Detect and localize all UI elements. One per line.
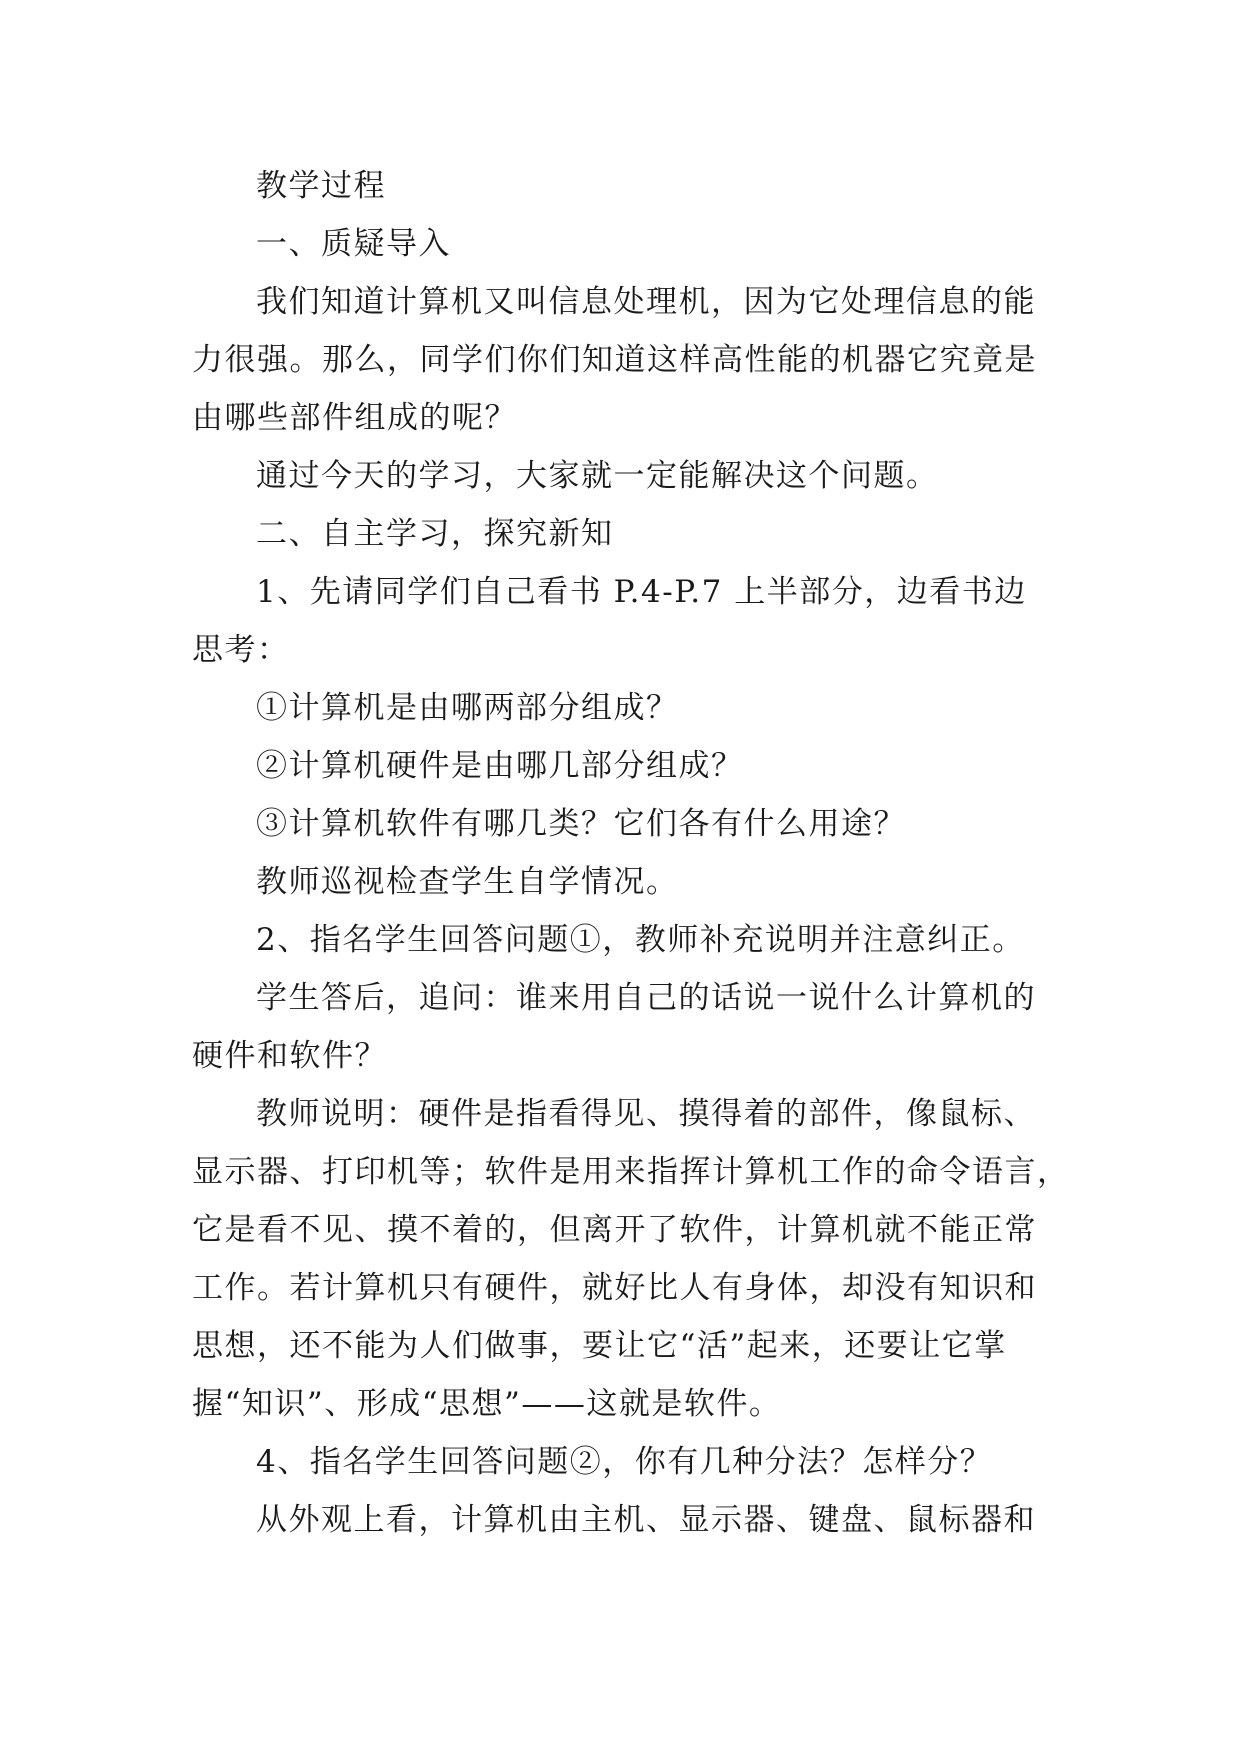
paragraph-line: 教师说明：硬件是指看得见、摸得着的部件，像鼠标、 bbox=[256, 1096, 1036, 1132]
paragraph-line: 思想，还不能为人们做事，要让它“活”起来，还要让它掌 bbox=[192, 1328, 1007, 1364]
paragraph-line: 由哪些部件组成的呢？ bbox=[192, 400, 517, 436]
paragraph-line: 通过今天的学习，大家就一定能解决这个问题。 bbox=[256, 458, 939, 494]
paragraph-line: 它是看不见、摸不着的，但离开了软件，计算机就不能正常 bbox=[192, 1212, 1037, 1248]
paragraph-line: 从外观上看，计算机由主机、显示器、键盘、鼠标器和 bbox=[256, 1502, 1036, 1538]
paragraph-line: 显示器、打印机等；软件是用来指挥计算机工作的命令语言， bbox=[192, 1154, 1070, 1190]
paragraph-line: 思考： bbox=[192, 632, 290, 668]
paragraph-line: 1、先请同学们自己看书 P.4-P.7 上半部分，边看书边 bbox=[256, 574, 1027, 610]
paragraph-line: 硬件和软件？ bbox=[192, 1038, 387, 1074]
paragraph-line: 握“知识”、形成“思想”——这就是软件。 bbox=[192, 1386, 782, 1422]
question-item: ①计算机是由哪两部分组成？ bbox=[256, 690, 679, 726]
paragraph-line: 学生答后，追问：谁来用自己的话说一说什么计算机的 bbox=[256, 980, 1036, 1016]
paragraph-line: 4、指名学生回答问题②，你有几种分法？怎样分？ bbox=[256, 1444, 993, 1480]
question-item: ②计算机硬件是由哪几部分组成？ bbox=[256, 748, 744, 784]
section-heading-intro: 一、质疑导入 bbox=[256, 226, 451, 262]
question-item: ③计算机软件有哪几类？它们各有什么用途？ bbox=[256, 806, 906, 842]
paragraph-line: 2、指名学生回答问题①，教师补充说明并注意纠正。 bbox=[256, 922, 1025, 958]
paragraph-line: 我们知道计算机又叫信息处理机，因为它处理信息的能 bbox=[256, 284, 1036, 320]
paragraph-line: 工作。若计算机只有硬件，就好比人有身体，却没有知识和 bbox=[192, 1270, 1037, 1306]
paragraph-line: 力很强。那么，同学们你们知道这样高性能的机器它究竟是 bbox=[192, 342, 1037, 378]
section-heading-teaching-process: 教学过程 bbox=[256, 168, 386, 204]
section-heading-self-study: 二、自主学习，探究新知 bbox=[256, 516, 614, 552]
paragraph-line: 教师巡视检查学生自学情况。 bbox=[256, 864, 679, 900]
